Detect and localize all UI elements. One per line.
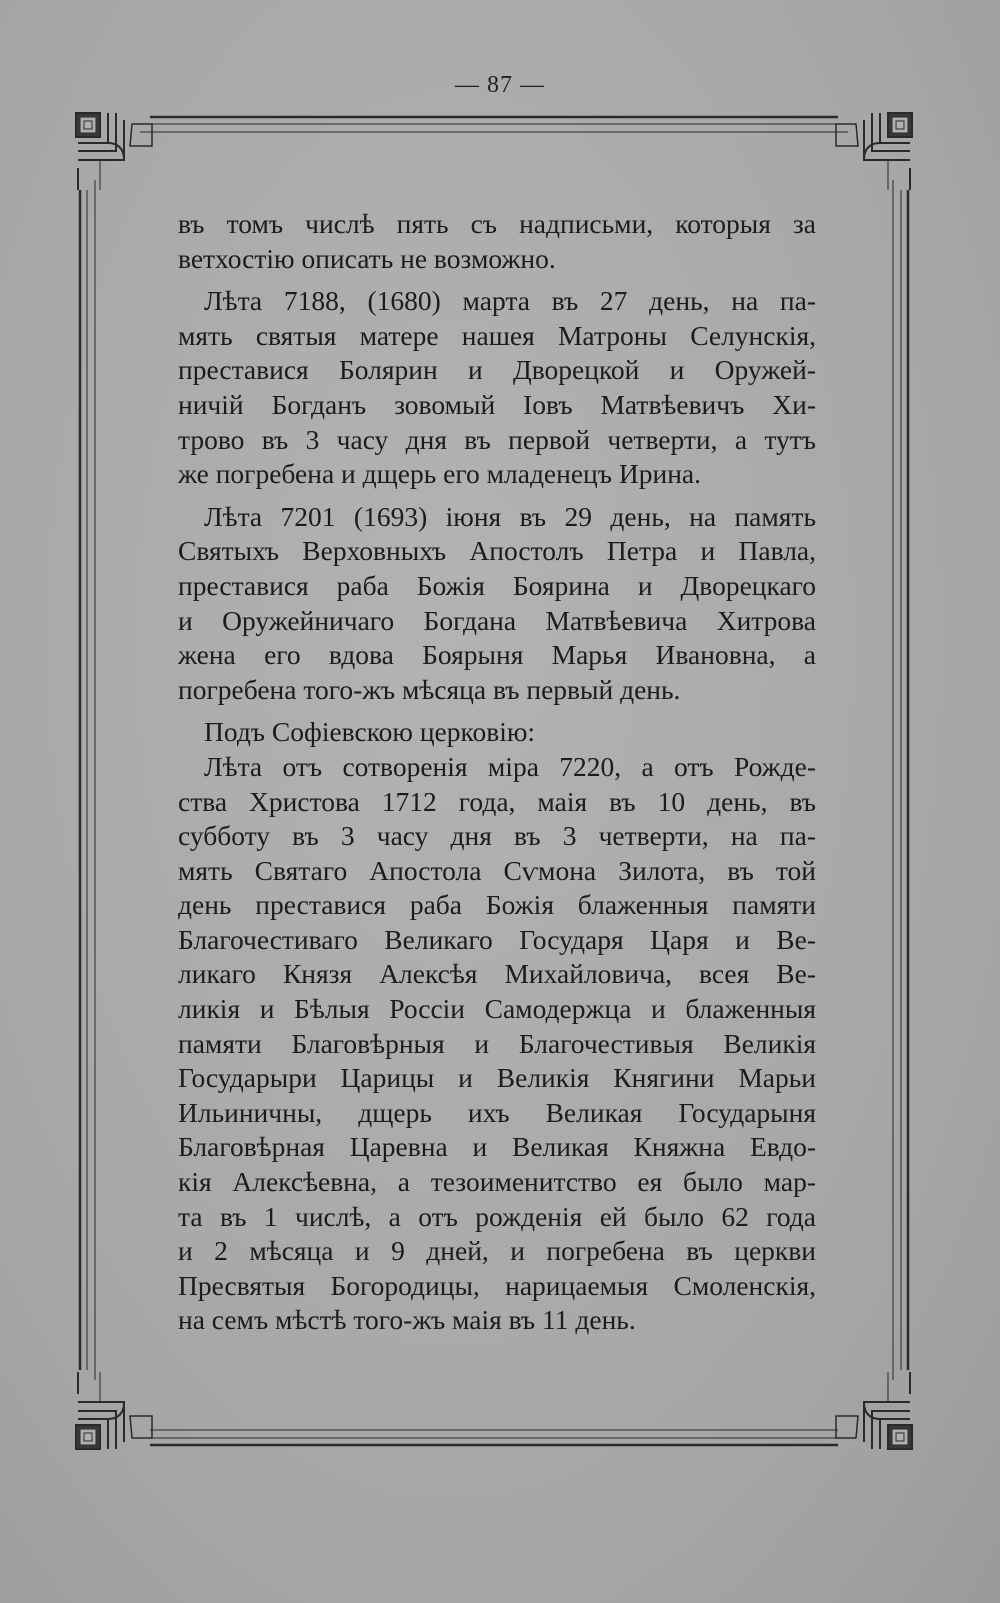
corner-ornament-top-left bbox=[76, 113, 152, 190]
text-line: ничій Богданъ зовомый Іовъ Матвѣевичъ Хи- bbox=[178, 388, 816, 420]
text-line: же погребена и дщерь его младенецъ Ирина. bbox=[178, 458, 701, 490]
text-line: мять Святаго Апостола Сѵмона Зилота, въ той bbox=[178, 854, 816, 886]
text-line: Лѣта 7201 (1693) іюня въ 29 день, на память bbox=[204, 500, 816, 532]
text-line: Лѣта 7188, (1680) марта въ 27 день, на па- bbox=[204, 285, 816, 317]
text-line: и Оружейничаго Богдана Матвѣевича Хитрова bbox=[178, 604, 816, 636]
text-line: жена его вдова Боярыня Марья Ивановна, а bbox=[178, 639, 816, 671]
section-heading: Подъ Софіевскою церковію: bbox=[204, 716, 536, 748]
text-line: преставися раба Божія Боярина и Дворецкаго bbox=[178, 569, 816, 601]
text-line: Ильиничны, дщерь ихъ Великая Государыня bbox=[178, 1096, 816, 1128]
text-line: Пресвятыя Богородицы, нарицаемыя Смоленскія, bbox=[178, 1269, 816, 1301]
text-line: преставися Болярин и Дворецкой и Оружей- bbox=[178, 354, 816, 386]
text-line: въ томъ числѣ пять съ надписьми, которыя за bbox=[178, 208, 816, 239]
text-line: погребена того-жъ мѣсяца въ первый день. bbox=[178, 673, 681, 705]
corner-ornament-bottom-left bbox=[76, 1372, 152, 1449]
text-line: Лѣта отъ сотворенія міра 7220, а отъ Рожде- bbox=[204, 750, 816, 782]
text-line: Благовѣрная Царевна и Великая Княжна Евдо- bbox=[178, 1131, 816, 1163]
body-text bbox=[178, 207, 816, 1338]
text-line: Государыри Царицы и Великія Княгини Марьи bbox=[178, 1062, 816, 1094]
text-line: ства Христова 1712 года, маія въ 10 день, въ bbox=[178, 785, 816, 817]
text-line: ликія и Бѣлыя Россіи Самодержца и блаженныя bbox=[178, 993, 816, 1025]
text-line: памяти Благовѣрныя и Благочестивыя Великія bbox=[178, 1027, 816, 1059]
text-line: Святыхъ Верховныхъ Апостолъ Петра и Павла, bbox=[178, 535, 816, 567]
corner-ornament-bottom-right bbox=[836, 1372, 912, 1449]
corner-ornament-top-right bbox=[836, 113, 912, 190]
text-line: трово въ 3 часу дня въ первой четверти, а тутъ bbox=[178, 423, 816, 455]
text-line: на семъ мѣстѣ того-жъ маія въ 11 день. bbox=[178, 1304, 636, 1336]
text-line: ветхостію описать не возможно. bbox=[178, 242, 556, 274]
text-line: та въ 1 числѣ, а отъ рожденія ей было 62 года bbox=[178, 1200, 816, 1232]
text-line: Благочестиваго Великаго Государя Царя и Ве- bbox=[178, 923, 816, 955]
text-line: мять святыя матере нашея Матроны Селунскія, bbox=[178, 319, 816, 351]
text-line: кія Алексѣевна, а тезоименитство ея было мар- bbox=[178, 1166, 816, 1198]
text-line: субботу въ 3 часу дня въ 3 четверти, на па- bbox=[178, 820, 816, 852]
text-line: и 2 мѣсяца и 9 дней, и погребена въ церкви bbox=[178, 1235, 816, 1267]
page-number: — 87 — bbox=[455, 72, 545, 98]
text-line: день преставися раба Божія блаженныя памяти bbox=[178, 889, 816, 921]
text-line: ликаго Князя Алексѣя Михайловича, всея Ве- bbox=[178, 958, 816, 990]
